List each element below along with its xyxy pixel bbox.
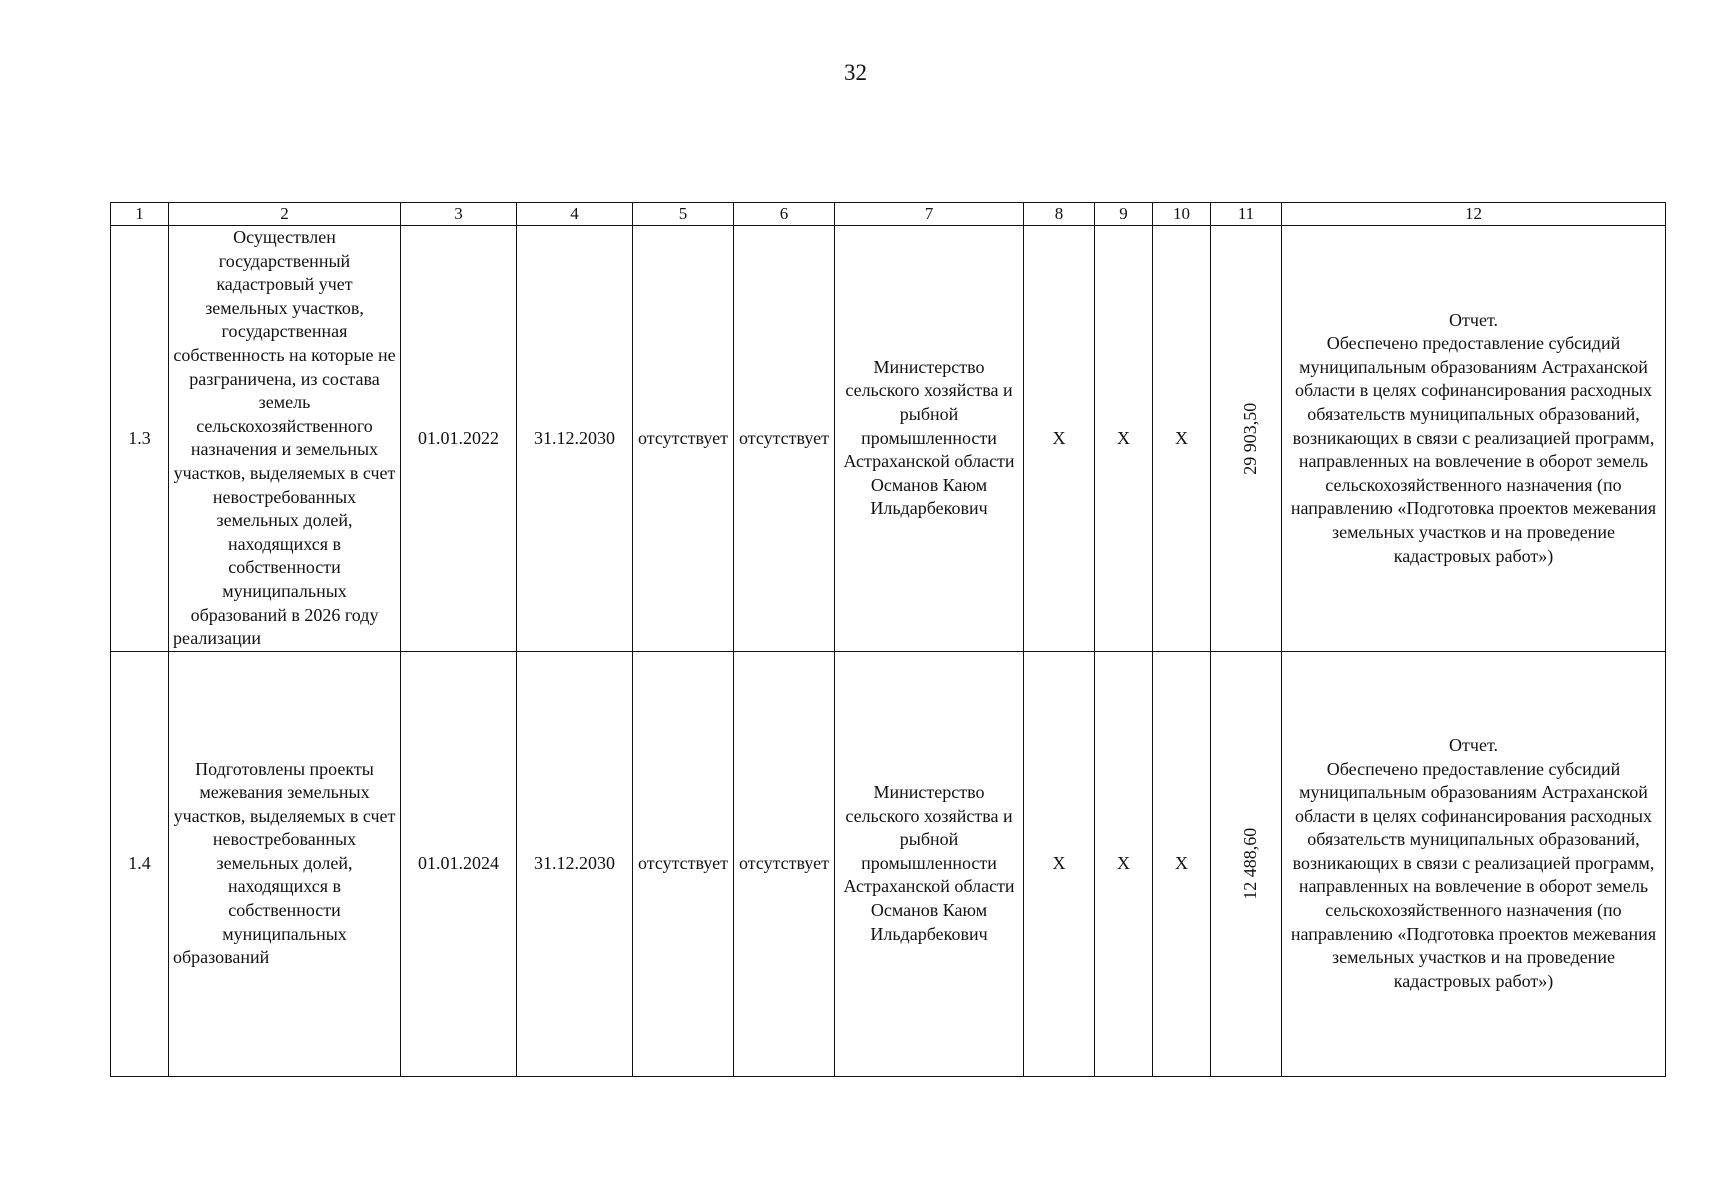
column-header: 10 [1153,203,1211,226]
column-header: 12 [1282,203,1666,226]
col10-mark: Х [1153,651,1211,1076]
column-header: 1 [111,203,169,226]
col5-value: отсутствует [633,651,734,1076]
report-text: Обеспечено предоставление субсидий муниципальным образованиям Астраханской области в целях софинансирования расходных обязательств муниципальных образований, возникающих в связи с реализацией программ, направленных на вовлечение в оборот земель сельскохозяйственного назначения (по направлению «Подготовка проектов межевания земельных участков и на проведение кадастровых работ») [1290,758,1657,991]
col8-mark: Х [1024,226,1095,652]
column-header: 9 [1095,203,1153,226]
measure-description: Подготовлены проекты межевания земельных участков, выделяемых в счет невостребованных земельных долей, находящихся в собственности муниципальных образований [169,651,401,1076]
column-header: 2 [169,203,401,226]
table-row [111,226,1666,652]
col9-mark: Х [1095,651,1153,1076]
report-cell [1282,651,1666,1076]
column-header: 11 [1211,203,1282,226]
table-row [111,651,1666,1076]
column-header: 6 [734,203,835,226]
column-header: 7 [835,203,1024,226]
report-text: Обеспечено предоставление субсидий муниципальным образованиям Астраханской области в целях софинансирования расходных обязательств муниципальных образований, возникающих в связи с реализацией программ, направленных на вовлечение в оборот земель сельскохозяйственного назначения (по направлению «Подготовка проектов межевания земельных участков и на проведение кадастровых работ») [1290,333,1657,566]
start-date: 01.01.2024 [401,651,517,1076]
report-title: Отчет. [1449,309,1498,330]
responsible-executor: Министерство сельского хозяйства и рыбной промышленности Астраханской области Османов Каюм Ильдарбекович [835,651,1024,1076]
column-header: 5 [633,203,734,226]
responsible-executor: Министерство сельского хозяйства и рыбной промышленности Астраханской области Османов Каюм Ильдарбекович [835,226,1024,652]
header-row [111,203,1666,226]
amount-value: 12 488,60 [1240,827,1261,900]
end-date: 31.12.2030 [517,226,633,652]
amount-cell [1211,226,1282,652]
report-cell [1282,226,1666,652]
col10-mark: Х [1153,226,1211,652]
column-header: 4 [517,203,633,226]
row-number: 1.4 [111,651,169,1076]
end-date: 31.12.2030 [517,651,633,1076]
row-number: 1.3 [111,226,169,652]
column-header: 3 [401,203,517,226]
col6-value: отсутствует [734,226,835,652]
measure-description: Осуществлен государственный кадастровый учет земельных участков, государственная собственность на которые не разграничена, из состава земель сельскохозяйственного назначения и земельных участков, выделяемых в счет невостребованных земельных долей, находящихся в собственности муниципальных образований в 2026 году реализации [169,226,401,652]
amount-cell [1211,651,1282,1076]
start-date: 01.01.2022 [401,226,517,652]
measures-table [110,202,1666,1077]
col6-value: отсутствует [734,651,835,1076]
amount-value: 29 903,50 [1240,402,1261,475]
col8-mark: Х [1024,651,1095,1076]
col5-value: отсутствует [633,226,734,652]
col9-mark: Х [1095,226,1153,652]
column-header: 8 [1024,203,1095,226]
report-title: Отчет. [1449,734,1498,755]
page-number: 32 [844,60,867,85]
